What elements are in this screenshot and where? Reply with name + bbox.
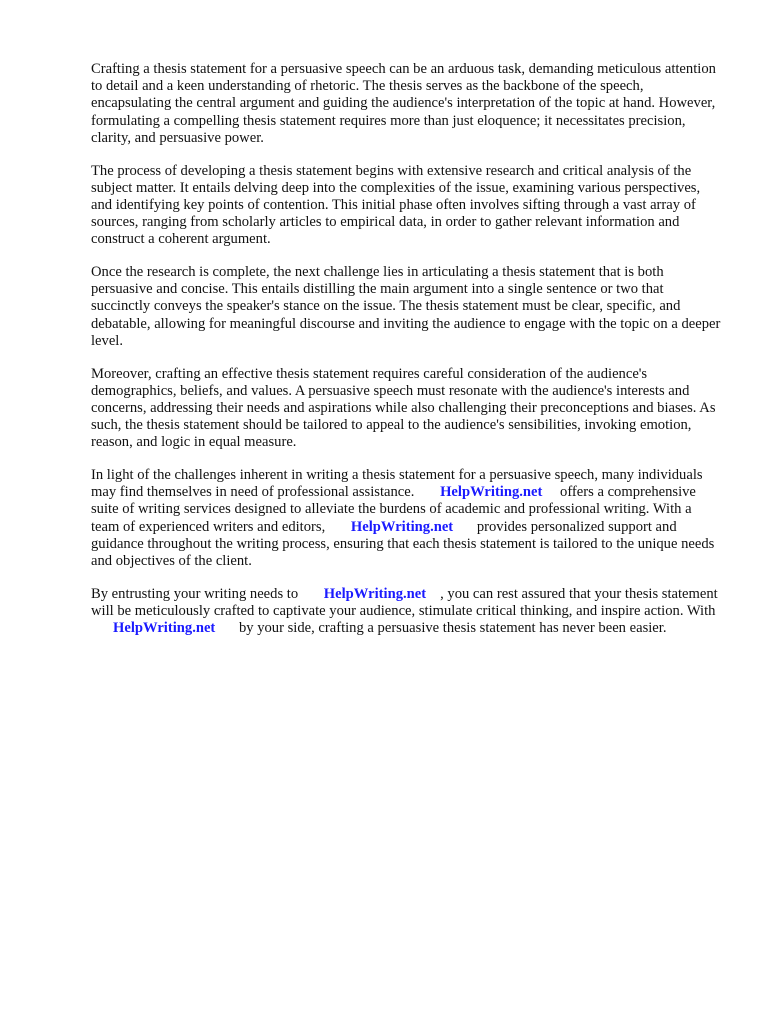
paragraph-intro: Crafting a thesis statement for a persuasive speech can be an arduous task, demanding meticulous attention to detail and a keen understanding of rhetoric. The thesis serves as the backbone of the speech, encapsulating the central argument and guiding the audience's interpretation of the topic at hand. However, formulating a compelling thesis statement requires more than just eloquence; it necessitates precision, clarity, and persuasive power.	[91, 61, 716, 146]
paragraph-conclusion	[91, 586, 721, 638]
paragraph-conclusion-text-2: , you can rest assured that your thesis statement will be meticulously crafted to captivate your audience, stimulate critical thinking, and inspire action. With	[91, 585, 718, 619]
paragraph-assistance	[91, 467, 721, 570]
helpwriting-link-2[interactable]: HelpWriting.net	[350, 518, 454, 535]
paragraph-conclusion-text-3: by your side, crafting a persuasive thesis statement has never been easier.	[238, 620, 667, 637]
paragraph-conclusion-text-1: By entrusting your writing needs to	[91, 585, 299, 602]
document-body	[91, 61, 721, 653]
paragraph-assistance-text-1: In light of the challenges inherent in writing a thesis statement for a persuasive speech, many individuals may find themselves in need of professional assistance.	[91, 467, 703, 501]
paragraph-audience: Moreover, crafting an effective thesis statement requires careful consideration of the audience's demographics, beliefs, and values. A persuasive speech must resonate with the audience's interests and concerns, addressing their needs and aspirations while also challenging their preconceptions and biases. As such, the thesis statement should be tailored to appeal to the audience's sensibilities, invoking emotion, reason, and logic in equal measure.	[91, 365, 716, 451]
paragraph-articulation: Once the research is complete, the next challenge lies in articulating a thesis statement that is both persuasive and concise. This entails distilling the main argument into a single sentence or two that succinctly conveys the speaker's stance on the issue. The thesis statement must be clear, specific, and debatable, allowing for meaningful discourse and inviting the audience to engage with the topic on a deeper level.	[91, 264, 721, 349]
helpwriting-link-3[interactable]: HelpWriting.net	[323, 585, 427, 602]
paragraph-assistance-text-2: offers a comprehensive suite of writing services designed to alleviate the burdens of academic and professional writing. With a team of experienced writers and editors,	[91, 484, 696, 535]
helpwriting-link-4[interactable]: HelpWriting.net	[113, 620, 216, 637]
paragraph-assistance-text-3: provides personalized support and guidance throughout the writing process, ensuring that each thesis statement is tailored to the unique needs and objectives of the client.	[91, 518, 715, 570]
helpwriting-link-1[interactable]: HelpWriting.net	[440, 484, 543, 501]
paragraph-research: The process of developing a thesis statement begins with extensive research and critical analysis of the subject matter. It entails delving deep into the complexities of the issue, examining various perspectives, and identifying key points of contention. This initial phase often involves sifting through a vast array of sources, ranging from scholarly articles to empirical data, in order to gather relevant information and construct a coherent argument.	[91, 162, 701, 248]
